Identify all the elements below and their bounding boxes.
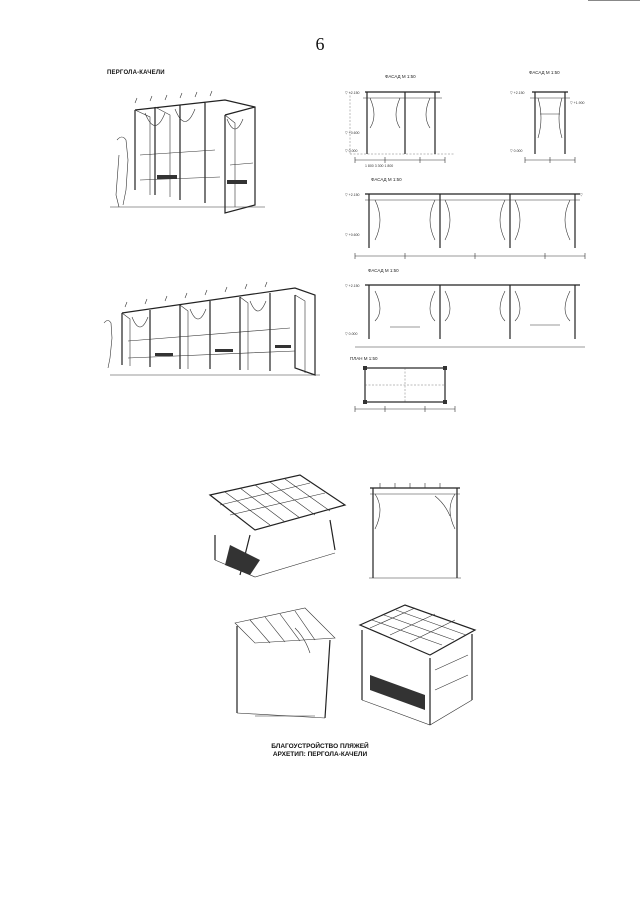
- facade-1-drawing: [345, 84, 460, 169]
- plan-drawing: [345, 362, 460, 417]
- top-rule: [588, 0, 640, 1]
- svg-text:▽ +0.600: ▽ +0.600: [345, 233, 360, 237]
- page-title: ПЕРГОЛА-КАЧЕЛИ: [107, 70, 165, 76]
- caption: [0, 743, 640, 759]
- caption-line-1: БЛАГОУСТРОЙСТВО ПЛЯЖЕЙ: [271, 743, 369, 750]
- caption-line-2: АРХЕТИП: ПЕРГОЛА-КАЧЕЛИ: [272, 751, 368, 758]
- facade-4-drawing: [345, 277, 595, 352]
- svg-text:▽ +2.150: ▽ +2.150: [510, 91, 525, 95]
- svg-text:▽ 0.000: ▽ 0.000: [345, 149, 358, 153]
- plan-label: ПЛАН М 1:50: [350, 356, 378, 361]
- svg-text:▽ +2.150: ▽ +2.150: [345, 284, 360, 288]
- facade-1-label: ФАСАД М 1:50: [385, 74, 416, 79]
- svg-text:▽ +2.150: ▽ +2.150: [345, 91, 360, 95]
- svg-text:▽ +1.900: ▽ +1.900: [570, 101, 585, 105]
- render-side-view: [215, 598, 340, 723]
- svg-text:▽ 0.000: ▽ 0.000: [510, 149, 523, 153]
- render-front-view: [365, 478, 465, 583]
- facade-2-drawing: [510, 84, 590, 169]
- render-perspective-dark: [350, 600, 485, 735]
- pergola-perspective-long: [100, 283, 325, 378]
- facade-2-label: ФАСАД М 1:50: [529, 70, 560, 75]
- svg-text:1 800 3 300 1 800: 1 800 3 300 1 800: [365, 164, 394, 168]
- svg-text:▽ 0.000: ▽ 0.000: [345, 332, 358, 336]
- facade-4-label: ФАСАД М 1:50: [368, 268, 399, 273]
- page-number: 6: [315, 34, 325, 54]
- pergola-perspective-small: [105, 95, 270, 215]
- facade-3-drawing: [345, 186, 595, 266]
- render-top-view: [200, 465, 355, 585]
- svg-text:▽: ▽: [580, 193, 583, 197]
- svg-text:▽ +2.150: ▽ +2.150: [345, 193, 360, 197]
- svg-text:▽ +0.600: ▽ +0.600: [345, 131, 360, 135]
- facade-3-label: ФАСАД М 1:50: [371, 177, 402, 182]
